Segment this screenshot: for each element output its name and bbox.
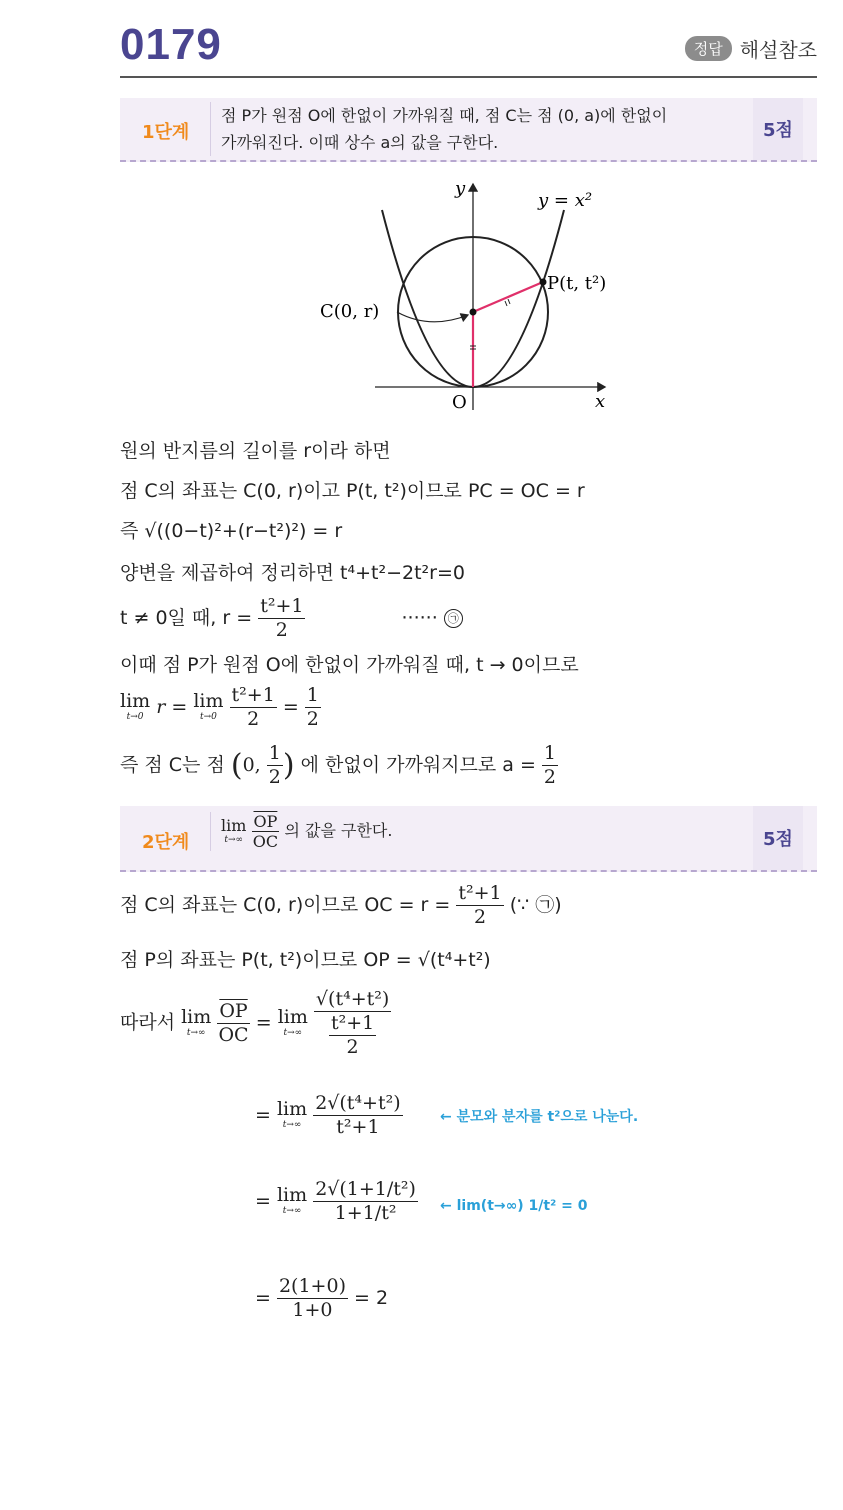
- final-result: = 2: [354, 1286, 389, 1309]
- point-p-dot: [540, 279, 547, 286]
- sol2-line2: 점 P의 좌표는 P(t, t²)이므로 OP = √(t⁴+t²): [120, 949, 491, 971]
- answer-ref-text: 해설참조: [739, 38, 817, 62]
- x-axis-label: x: [595, 391, 606, 412]
- inner-num: t²+1: [330, 1011, 375, 1034]
- op-segment: $\overline{OP}$: [253, 812, 278, 831]
- page-header: [120, 18, 817, 78]
- sol1-line2: 점 C의 좌표는 C(0, r)이고 P(t, t²)이므로 PC = OC = r: [120, 480, 585, 502]
- sol1-line3: 즉 √((0−t)²+(r−t²)²) = r: [120, 520, 343, 542]
- lim-word: lim: [221, 816, 247, 836]
- final-den: 1+0: [292, 1298, 333, 1321]
- complex-den: [314, 1012, 391, 1059]
- note-limit-zero: ← lim(t→∞) 1/t² = 0: [440, 1198, 588, 1214]
- oc-den: OC: [218, 1023, 249, 1046]
- sol1-line7: lim t→0 r = lim t→0 $\frac{\text{t²+1}}{2}$ = $\frac{1}{2}$: [120, 684, 319, 730]
- point-c-label: C(0, r): [320, 301, 380, 322]
- limit-fraction: [230, 684, 277, 731]
- step4-fraction: [313, 1092, 402, 1139]
- sol1-line4: 양변을 제곱하여 정리하면 t⁴+t²−2t²r=0: [120, 562, 465, 584]
- sol2-line4: = lim t→∞ $\frac{\text{2√(t⁴+t²)}}{\text{t²+1}}$: [255, 1092, 401, 1138]
- oc-frac-den: 2: [473, 905, 487, 928]
- sol1-line6: 이때 점 P가 원점 O에 한없이 가까워질 때, t → 0이므로: [120, 654, 579, 676]
- problem-number: 0179: [120, 20, 222, 69]
- answer-reference: [685, 34, 817, 63]
- step1-description: [210, 102, 667, 156]
- limit-t-to-0: [120, 692, 150, 722]
- complex-fraction: [314, 988, 391, 1058]
- note-divide-by-t2: ← 분모와 분자를 t²으로 나눈다.: [440, 1109, 639, 1125]
- sol1-line8-b: 에 한없이 가까워지므로 a =: [300, 753, 536, 776]
- origin-label: O: [452, 392, 467, 413]
- y-axis-label: y: [455, 178, 466, 199]
- lim-subscript: t→∞: [282, 1120, 302, 1131]
- limit-t-to-inf-d: [277, 1186, 307, 1216]
- step1-label: 1단계: [142, 122, 190, 143]
- lim-subscript: t→∞: [186, 1028, 206, 1039]
- op-oc-fraction: [252, 812, 280, 851]
- inner-den: 2: [346, 1035, 359, 1058]
- equation-label-circle: ㉠: [444, 609, 463, 628]
- result-num: 1: [306, 684, 319, 706]
- curve-label: y = x²: [538, 190, 593, 211]
- point-c-dot: [470, 309, 477, 316]
- step2-points: 5점: [753, 806, 803, 870]
- sol1-line1: 원의 반지름의 길이를 r이라 하면: [120, 440, 391, 462]
- parabola-circle-figure: [300, 172, 640, 417]
- limit-frac-num: t²+1: [231, 684, 275, 706]
- complex-num: √(t⁴+t²): [315, 988, 390, 1010]
- oc-frac-num: t²+1: [458, 882, 502, 904]
- r-fraction: [258, 595, 305, 642]
- sol2-line1: [120, 882, 562, 929]
- answer-badge: 정답: [685, 36, 732, 61]
- lim-word: lim: [181, 1006, 212, 1029]
- step5-den: 1+1/t²: [334, 1201, 397, 1224]
- limit-t-to-0-b: [193, 692, 223, 722]
- limit-t-to-inf: [181, 1008, 211, 1038]
- sol2-line3: 따라서 lim t→∞ $\frac{\overline{OP}}{OC}$ = lim t→∞ $\frac{\text{√(t⁴+t²)}}{\frac{\text{t²+1}}{2}}$: [120, 988, 390, 1058]
- step4-den: t²+1: [336, 1115, 380, 1138]
- limit-result: [305, 684, 321, 731]
- sol2-line3-a: 따라서: [120, 1011, 176, 1034]
- lim-subscript: t→0: [126, 712, 144, 723]
- op-over-oc: [217, 1000, 249, 1047]
- inner-fraction: [329, 1012, 376, 1059]
- step1-box: [120, 98, 817, 162]
- r-frac-num: t²+1: [260, 595, 304, 617]
- lim-word: lim: [120, 690, 151, 713]
- lim-word: lim: [277, 1006, 308, 1029]
- sol2-line6: = $\frac{2(1+0)}{1+0}$ = 2: [255, 1275, 389, 1321]
- step1-points: 5점: [753, 98, 803, 160]
- sol1-line8: 즉 점 C는 점 (0, $\frac{1}{2}$ ) 에 한없이 가까워지므로 a = $\frac{1}{2}$: [120, 742, 557, 788]
- r-frac-den: 2: [275, 618, 288, 641]
- lim-subscript: t→∞: [224, 835, 244, 846]
- step2-limit: [221, 818, 246, 845]
- sol2-line5: = lim t→∞ $\frac{\text{2√(1+1/t²)}}{\text{1+1/t²}}$: [255, 1178, 416, 1224]
- sol2-line1-a: 점 C의 좌표는 C(0, r)이므로 OC = r =: [120, 893, 451, 916]
- point-p-label: P(t, t²): [547, 273, 607, 294]
- step5-fraction: [313, 1178, 418, 1225]
- c-pointer-arrow: [397, 312, 468, 322]
- step5-num: 2√(1+1/t²): [315, 1178, 416, 1200]
- step2-box: [120, 806, 817, 872]
- point-y-fraction: [267, 742, 283, 789]
- oc-segment: OC: [252, 832, 279, 852]
- equation-mark: ······: [401, 606, 438, 629]
- lim-word: lim: [276, 1184, 308, 1207]
- sol1-line5: [120, 595, 463, 642]
- sol1-line5-text: t ≠ 0일 때, r =: [120, 606, 253, 629]
- a-den: 2: [543, 765, 557, 788]
- lim-subscript: t→0: [199, 712, 217, 723]
- step1-desc-line2: 가까워진다. 이때 상수 a의 값을 구한다.: [221, 133, 499, 152]
- oc-fraction: [456, 882, 503, 929]
- lim-word: lim: [276, 1098, 308, 1121]
- step2-description: [210, 812, 392, 851]
- final-fraction: [277, 1275, 348, 1322]
- result-den: 2: [306, 707, 319, 730]
- lim-subscript: t→∞: [282, 1206, 302, 1217]
- limit-t-to-inf-b: [278, 1008, 308, 1038]
- limit-frac-den: 2: [247, 707, 260, 730]
- final-num: 2(1+0): [278, 1275, 346, 1297]
- step2-desc-text: 의 값을 구한다.: [284, 821, 393, 841]
- sol2-line1-b: (∵ ㉠): [509, 893, 562, 916]
- a-num: 1: [543, 742, 557, 764]
- step2-label: 2단계: [142, 832, 190, 853]
- limit-t-to-inf-c: [277, 1100, 307, 1130]
- lim-word: lim: [193, 690, 224, 713]
- sol1-line8-a: 즉 점 C는 점: [120, 753, 225, 776]
- lim-subscript: t→∞: [283, 1028, 303, 1039]
- step4-num: 2√(t⁴+t²): [315, 1092, 401, 1114]
- step1-desc-line1: 점 P가 원점 O에 한없이 가까워질 때, 점 C는 점 (0, a)에 한없이: [221, 106, 668, 125]
- point-y-num: 1: [268, 742, 281, 764]
- point-y-den: 2: [268, 765, 281, 788]
- radius-pc: [473, 282, 543, 312]
- op-num: $\overline{OP}$: [219, 999, 248, 1022]
- a-value-fraction: [542, 742, 558, 789]
